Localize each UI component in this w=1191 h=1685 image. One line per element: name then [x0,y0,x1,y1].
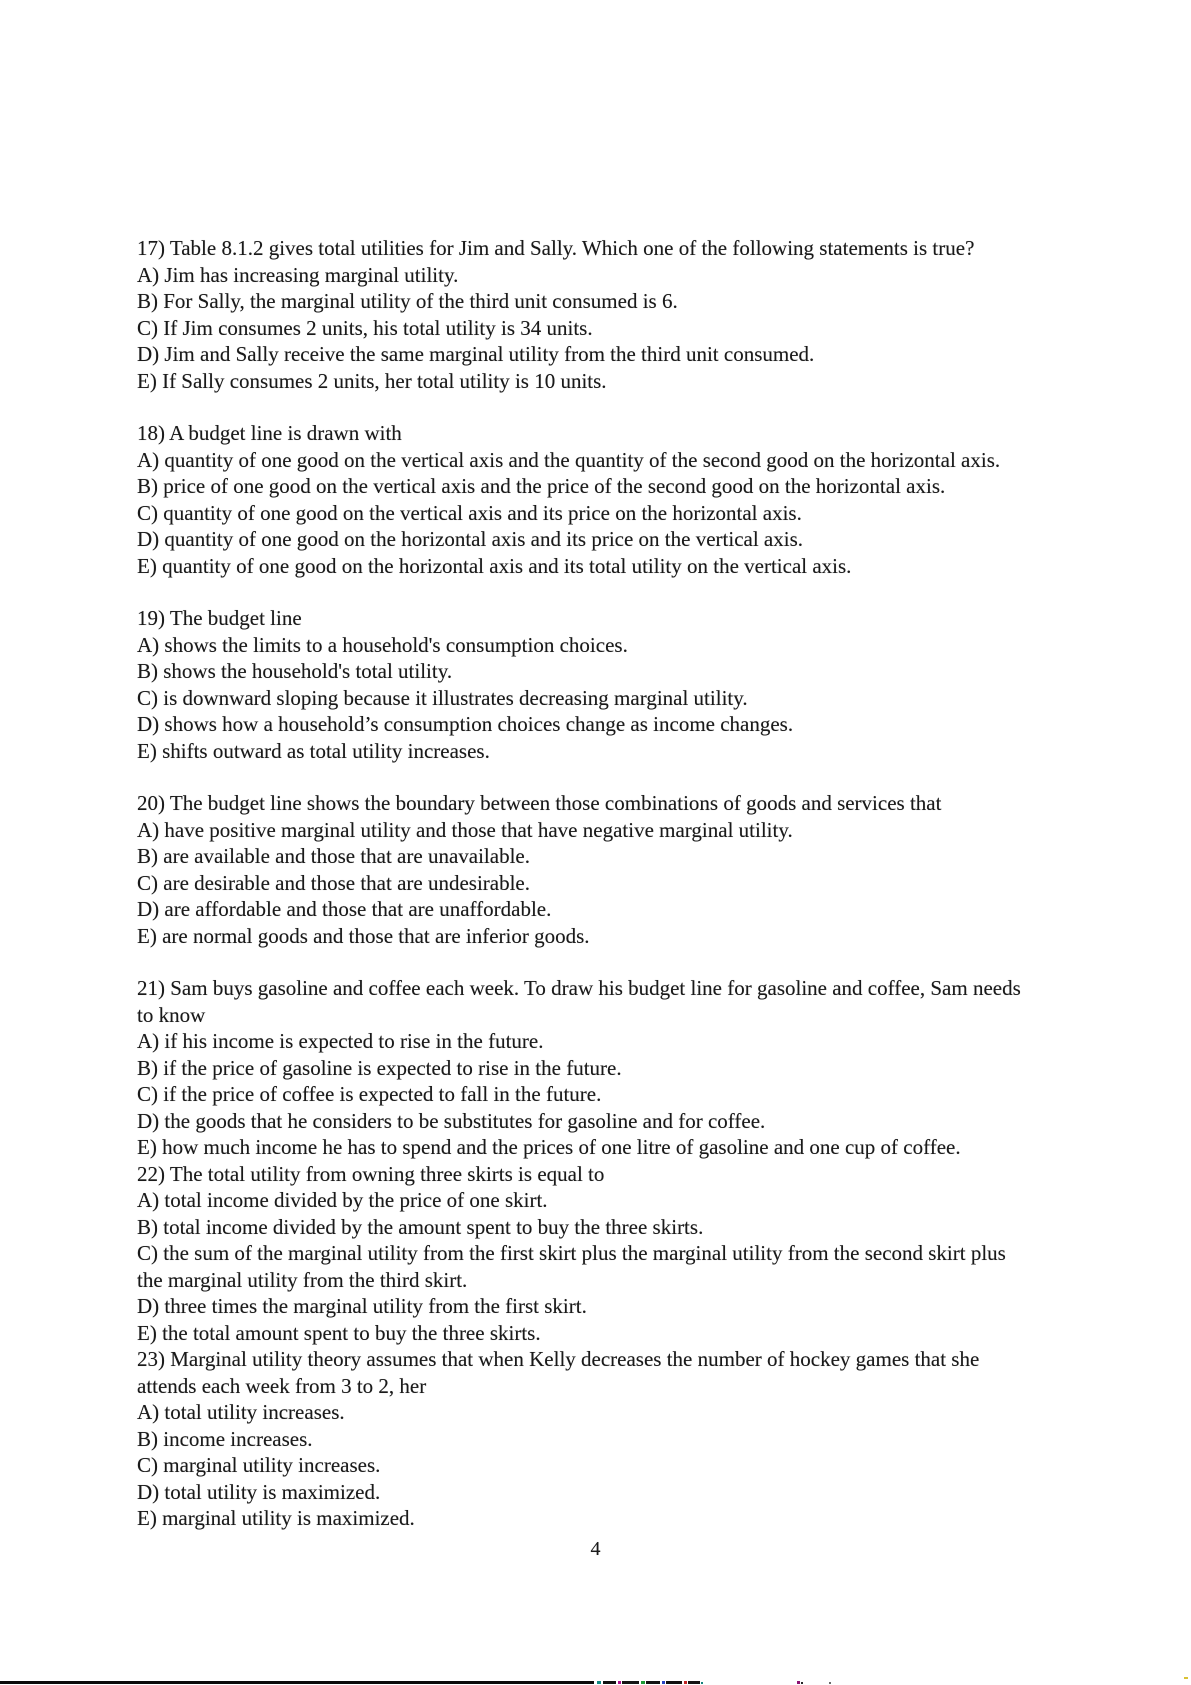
answer-option-line: E) the total amount spent to buy the three skirts. [137,1320,541,1345]
answer-option-line: D) the goods that he considers to be substitutes for gasoline and for coffee. [137,1108,766,1133]
scan-noise-segment [684,1681,687,1684]
question-23 [137,1346,1171,1532]
answer-option-line: D) total utility is maximized. [137,1479,381,1504]
question-17 [137,235,1171,394]
answer-option-line: E) shifts outward as total utility increases. [137,738,490,763]
scan-noise-segment [603,1681,616,1684]
question-stem-line: 23) Marginal utility theory assumes that when Kelly decreases the number of hockey games that she [137,1347,980,1371]
questions-area [137,235,1171,1532]
answer-option-line: D) are affordable and those that are unaffordable. [137,897,552,921]
answer-option-line: B) total income divided by the amount spent to buy the three skirts. [137,1214,704,1239]
answer-option-line: A) Jim has increasing marginal utility. [137,262,459,287]
answer-option-line: C) are desirable and those that are undesirable. [137,870,531,895]
answer-option-line: C) marginal utility increases. [137,1453,381,1477]
answer-option-line: E) If Sally consumes 2 units, her total utility is 10 units. [137,368,607,393]
answer-option-line: B) price of one good on the vertical axis and the price of the second good on the horizontal axis. [137,474,946,498]
question-stem-line: 21) Sam buys gasoline and coffee each week. To draw his budget line for gasoline and coffee, Sam needs [137,976,1021,1000]
scan-noise-segment [662,1681,665,1684]
scan-noise-segment [646,1681,660,1684]
answer-option-line: B) income increases. [137,1426,313,1451]
scan-noise-segment [1184,1677,1188,1679]
scan-noise-segment [801,1682,803,1684]
scan-noise-segment [622,1681,639,1684]
answer-option-line: to know [137,1002,206,1027]
answer-option-line: C) quantity of one good on the vertical axis and its price on the horizontal axis. [137,500,802,525]
answer-option-line: E) marginal utility is maximized. [137,1506,415,1530]
answer-option-line: C) if the price of coffee is expected to fall in the future. [137,1082,602,1106]
answer-option-line: C) the sum of the marginal utility from the first skirt plus the marginal utility from the second skirt plus [137,1241,1006,1265]
question-21 [137,975,1171,1161]
scan-noise-segment [701,1682,703,1684]
scan-noise-segment [688,1681,700,1684]
answer-option-line: D) Jim and Sally receive the same marginal utility from the third unit consumed. [137,342,815,366]
question-stem-line: 17) Table 8.1.2 gives total utilities for Jim and Sally. Which one of the following statements is true? [137,236,975,260]
answer-option-line: A) if his income is expected to rise in the future. [137,1029,544,1053]
scan-noise-segment [797,1681,800,1684]
scan-noise-segment [829,1682,831,1684]
scan-noise-segment [618,1681,621,1684]
answer-option-line: D) shows how a household’s consumption choices change as income changes. [137,712,794,736]
question-18 [137,420,1171,579]
answer-option-line: A) have positive marginal utility and those that have negative marginal utility. [137,817,793,842]
answer-option-line: B) For Sally, the marginal utility of the third unit consumed is 6. [137,289,678,313]
answer-option-line: A) total income divided by the price of one skirt. [137,1188,548,1212]
question-stem-line: 20) The budget line shows the boundary between those combinations of goods and services that [137,791,942,815]
answer-option-line: B) are available and those that are unavailable. [137,844,530,868]
question-stem-line: 19) The budget line [137,606,302,630]
answer-option-line: D) quantity of one good on the horizontal axis and its price on the vertical axis. [137,527,803,551]
scan-noise-segment [597,1681,601,1684]
answer-option-line: A) quantity of one good on the vertical axis and the quantity of the second good on the horizontal axis. [137,447,1001,472]
question-stem-line: 18) A budget line is drawn with [137,421,402,445]
page-number: 4 [590,1538,601,1560]
answer-option-line: B) shows the household's total utility. [137,659,453,683]
answer-option-line: attends each week from 3 to 2, her [137,1373,427,1398]
answer-option-line: C) If Jim consumes 2 units, his total utility is 34 units. [137,315,593,340]
answer-option-line: A) shows the limits to a household's consumption choices. [137,632,628,657]
answer-option-line: E) quantity of one good on the horizontal axis and its total utility on the vertical axis. [137,553,852,578]
question-22 [137,1161,1171,1347]
question-stem-line: 22) The total utility from owning three skirts is equal to [137,1161,605,1186]
answer-option-line: C) is downward sloping because it illustrates decreasing marginal utility. [137,685,748,710]
answer-option-line: A) total utility increases. [137,1400,345,1424]
answer-option-line: D) three times the marginal utility from the first skirt. [137,1294,587,1318]
scan-bottom-line [0,1681,594,1684]
answer-option-line: E) how much income he has to spend and the prices of one litre of gasoline and one cup of coffee. [137,1135,961,1159]
question-19 [137,605,1171,764]
scan-noise-segment [641,1681,645,1684]
answer-option-line: the marginal utility from the third skirt. [137,1267,468,1292]
answer-option-line: E) are normal goods and those that are inferior goods. [137,923,590,948]
question-20 [137,790,1171,949]
scan-noise-segment [666,1681,682,1684]
answer-option-line: B) if the price of gasoline is expected to rise in the future. [137,1055,622,1080]
